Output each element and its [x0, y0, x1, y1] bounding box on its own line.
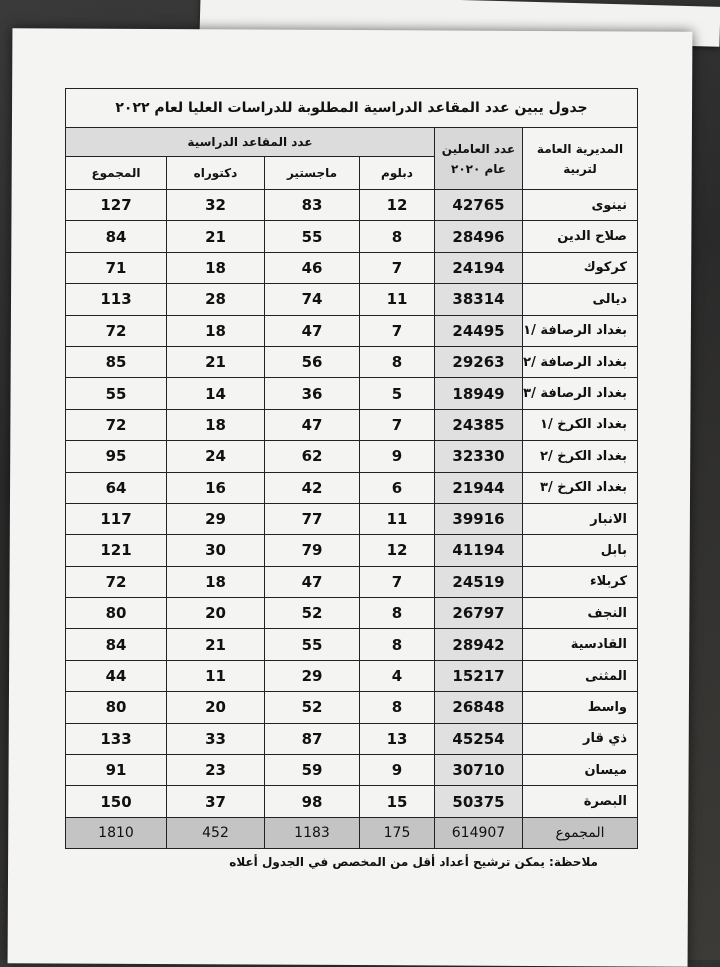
cell-master: 87	[265, 723, 360, 754]
cell-doctorate: 11	[167, 660, 265, 691]
table-row	[66, 221, 638, 252]
cell-doctorate: 18	[167, 566, 265, 597]
cell-directorate: ميسان	[523, 755, 638, 786]
cell-diploma: 8	[360, 629, 435, 660]
cell-employees: 24495	[435, 315, 523, 346]
cell-master: 52	[265, 692, 360, 723]
cell-total: 72	[66, 566, 167, 597]
cell-doctorate: 24	[167, 441, 265, 472]
table-row	[66, 503, 638, 534]
cell-diploma: 7	[360, 566, 435, 597]
totals-label: المجموع	[523, 817, 638, 848]
cell-total: 121	[66, 535, 167, 566]
cell-doctorate: 18	[167, 252, 265, 283]
cell-doctorate: 21	[167, 221, 265, 252]
cell-doctorate: 29	[167, 503, 265, 534]
footnote: ملاحظة: يمكن ترشيح أعداد أقل من المخصص في الجدول أعلاه	[229, 854, 598, 869]
header-doctorate: دكتوراه	[167, 157, 265, 190]
header-total: المجموع	[66, 157, 167, 190]
cell-diploma: 12	[360, 535, 435, 566]
cell-master: 47	[265, 566, 360, 597]
header-master: ماجستير	[265, 157, 360, 190]
cell-doctorate: 14	[167, 378, 265, 409]
cell-diploma: 7	[360, 409, 435, 440]
table-row	[66, 692, 638, 723]
cell-total: 44	[66, 660, 167, 691]
cell-employees: 24194	[435, 252, 523, 283]
table-row	[66, 190, 638, 221]
table-row	[66, 378, 638, 409]
cell-total: 64	[66, 472, 167, 503]
totals-doctorate: 452	[167, 817, 265, 848]
cell-master: 74	[265, 284, 360, 315]
table-row	[66, 346, 638, 377]
cell-employees: 42765	[435, 190, 523, 221]
cell-diploma: 8	[360, 346, 435, 377]
totals-master: 1183	[265, 817, 360, 848]
cell-master: 62	[265, 441, 360, 472]
cell-master: 46	[265, 252, 360, 283]
cell-total: 95	[66, 441, 167, 472]
cell-diploma: 13	[360, 723, 435, 754]
cell-doctorate: 21	[167, 346, 265, 377]
cell-diploma: 5	[360, 378, 435, 409]
table-row	[66, 441, 638, 472]
cell-employees: 26797	[435, 598, 523, 629]
cell-employees: 18949	[435, 378, 523, 409]
cell-directorate: كركوك	[523, 252, 638, 283]
cell-directorate: بغداد الكرخ /٢	[523, 441, 638, 472]
cell-master: 83	[265, 190, 360, 221]
cell-employees: 21944	[435, 472, 523, 503]
cell-employees: 24519	[435, 566, 523, 597]
table-row	[66, 629, 638, 660]
cell-employees: 32330	[435, 441, 523, 472]
header-directorate: المديرية العامة لتربية	[523, 128, 638, 190]
cell-diploma: 6	[360, 472, 435, 503]
cell-doctorate: 20	[167, 692, 265, 723]
cell-directorate: ذي قار	[523, 723, 638, 754]
table-row	[66, 472, 638, 503]
cell-employees: 50375	[435, 786, 523, 817]
cell-employees: 28496	[435, 221, 523, 252]
cell-employees: 29263	[435, 346, 523, 377]
cell-total: 133	[66, 723, 167, 754]
cell-diploma: 7	[360, 315, 435, 346]
cell-doctorate: 23	[167, 755, 265, 786]
cell-master: 42	[265, 472, 360, 503]
cell-directorate: النجف	[523, 598, 638, 629]
cell-master: 77	[265, 503, 360, 534]
cell-directorate: بابل	[523, 535, 638, 566]
table-row	[66, 252, 638, 283]
cell-doctorate: 32	[167, 190, 265, 221]
cell-directorate: بغداد الكرخ /١	[523, 409, 638, 440]
table-row	[66, 723, 638, 754]
cell-employees: 30710	[435, 755, 523, 786]
table-row	[66, 315, 638, 346]
cell-total: 80	[66, 598, 167, 629]
cell-master: 47	[265, 315, 360, 346]
totals-total: 1810	[66, 817, 167, 848]
cell-diploma: 7	[360, 252, 435, 283]
cell-diploma: 15	[360, 786, 435, 817]
cell-diploma: 8	[360, 598, 435, 629]
cell-employees: 45254	[435, 723, 523, 754]
cell-doctorate: 18	[167, 409, 265, 440]
cell-employees: 26848	[435, 692, 523, 723]
cell-master: 47	[265, 409, 360, 440]
cell-employees: 38314	[435, 284, 523, 315]
cell-master: 59	[265, 755, 360, 786]
table-row	[66, 566, 638, 597]
cell-directorate: نينوى	[523, 190, 638, 221]
cell-total: 72	[66, 315, 167, 346]
cell-diploma: 4	[360, 660, 435, 691]
table-row	[66, 786, 638, 817]
cell-directorate: بغداد الرصافة /١	[523, 315, 638, 346]
cell-directorate: القادسية	[523, 629, 638, 660]
cell-employees: 41194	[435, 535, 523, 566]
cell-total: 85	[66, 346, 167, 377]
cell-directorate: بغداد الكرخ /٣	[523, 472, 638, 503]
cell-total: 113	[66, 284, 167, 315]
cell-directorate: ديالى	[523, 284, 638, 315]
table-row	[66, 755, 638, 786]
cell-total: 55	[66, 378, 167, 409]
table-row	[66, 598, 638, 629]
cell-directorate: كربلاء	[523, 566, 638, 597]
cell-total: 84	[66, 221, 167, 252]
cell-master: 36	[265, 378, 360, 409]
table-row	[66, 284, 638, 315]
cell-diploma: 9	[360, 441, 435, 472]
header-employees: عدد العاملين عام ٢٠٢٠	[435, 128, 523, 190]
cell-master: 98	[265, 786, 360, 817]
cell-employees: 39916	[435, 503, 523, 534]
cell-diploma: 9	[360, 755, 435, 786]
cell-diploma: 11	[360, 503, 435, 534]
document	[66, 88, 638, 869]
cell-directorate: بغداد الرصافة /٢	[523, 346, 638, 377]
cell-diploma: 8	[360, 221, 435, 252]
cell-employees: 28942	[435, 629, 523, 660]
cell-directorate: الانبار	[523, 503, 638, 534]
totals-diploma: 175	[360, 817, 435, 848]
cell-total: 150	[66, 786, 167, 817]
header-diploma: دبلوم	[360, 157, 435, 190]
cell-diploma: 12	[360, 190, 435, 221]
cell-total: 72	[66, 409, 167, 440]
cell-diploma: 11	[360, 284, 435, 315]
cell-master: 55	[265, 221, 360, 252]
table-row	[66, 660, 638, 691]
header-seats-group: عدد المقاعد الدراسية	[66, 128, 435, 157]
cell-diploma: 8	[360, 692, 435, 723]
cell-master: 29	[265, 660, 360, 691]
cell-master: 79	[265, 535, 360, 566]
table-row	[66, 409, 638, 440]
cell-doctorate: 16	[167, 472, 265, 503]
table-row	[66, 535, 638, 566]
cell-total: 91	[66, 755, 167, 786]
cell-doctorate: 20	[167, 598, 265, 629]
cell-directorate: واسط	[523, 692, 638, 723]
cell-doctorate: 30	[167, 535, 265, 566]
cell-doctorate: 21	[167, 629, 265, 660]
cell-total: 117	[66, 503, 167, 534]
cell-master: 52	[265, 598, 360, 629]
cell-master: 56	[265, 346, 360, 377]
seats-table	[65, 88, 638, 849]
cell-employees: 24385	[435, 409, 523, 440]
cell-doctorate: 28	[167, 284, 265, 315]
cell-master: 55	[265, 629, 360, 660]
table-title: جدول يبين عدد المقاعد الدراسية المطلوبة للدراسات العليا لعام ٢٠٢٢	[66, 89, 638, 128]
cell-directorate: المثنى	[523, 660, 638, 691]
cell-directorate: صلاح الدين	[523, 221, 638, 252]
cell-total: 80	[66, 692, 167, 723]
cell-total: 84	[66, 629, 167, 660]
cell-doctorate: 33	[167, 723, 265, 754]
totals-employees: 614907	[435, 817, 523, 848]
cell-directorate: بغداد الرصافة /٣	[523, 378, 638, 409]
cell-directorate: البصرة	[523, 786, 638, 817]
cell-doctorate: 37	[167, 786, 265, 817]
cell-total: 127	[66, 190, 167, 221]
cell-employees: 15217	[435, 660, 523, 691]
totals-row	[66, 817, 638, 848]
cell-total: 71	[66, 252, 167, 283]
cell-doctorate: 18	[167, 315, 265, 346]
